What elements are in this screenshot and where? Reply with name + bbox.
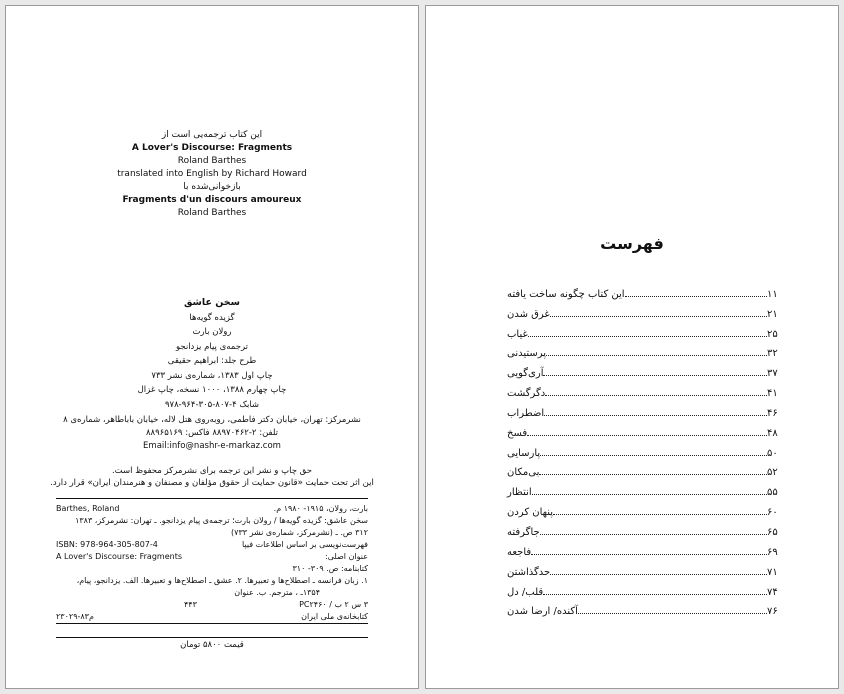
left-page <box>5 5 419 689</box>
reviewed-label: بازخوانی‌شده با <box>183 182 241 192</box>
toc-entry <box>504 399 786 419</box>
catalog-isbn-en: ISBN: 978-964-305-807-4 <box>56 540 158 549</box>
toc-entry-page: ۳۲ <box>767 348 778 360</box>
toc-entry-page: ۷۴ <box>767 586 778 598</box>
toc-dot-leader <box>543 594 767 595</box>
toc-entry-title: فسخ <box>507 427 528 439</box>
toc-dot-leader <box>528 336 767 337</box>
original-title-en: A Lover's Discourse: Fragments <box>131 143 293 153</box>
toc-entry-title: غرق شدن <box>507 308 550 320</box>
toc-entry-title: جاگرفته <box>507 526 540 538</box>
publisher-address <box>26 414 398 453</box>
price-label: قیمت ۵۸۰۰ تومان <box>180 640 244 650</box>
catalog-call-number: ۳ س ۲ ب / PC۲۴۶۰ <box>299 600 368 609</box>
toc-dot-leader <box>527 435 767 436</box>
original-work-info <box>6 129 418 220</box>
catalog-row <box>56 587 368 599</box>
toc-dot-leader <box>539 474 767 475</box>
toc-entry-page: ۷۱ <box>767 566 778 578</box>
toc-entry <box>504 340 786 360</box>
publication-info <box>6 296 418 412</box>
toc-entry-page: ۷۶ <box>767 606 778 618</box>
catalog-row <box>56 611 368 624</box>
toc-entry-page: ۵۵ <box>767 487 778 499</box>
catalog-subjects: ۱. زبان فرانسه ـ اصطلاح‌ها و تعبیرها. ۲. عشق ـ اصطلاح‌ها و تعبیرها. الف. یزدانجو، پیام، <box>76 576 368 585</box>
rights-line-1: حق چاپ و نشر این ترجمه برای نشرمرکز محفوظ است. <box>111 466 313 476</box>
book-title: سخن عاشق <box>183 297 240 308</box>
toc-entry <box>504 558 786 578</box>
toc-entry-page: ۶۹ <box>767 546 778 558</box>
toc-entry-page: ۴۱ <box>767 388 778 400</box>
catalog-bottom-rule <box>56 637 368 638</box>
catalog-original-title-label: عنوان اصلی: <box>325 552 368 561</box>
toc-entry-title: قلب/ دل <box>507 586 544 598</box>
toc-entry-title: آری‌گویی <box>507 368 544 380</box>
catalog-row <box>56 575 368 587</box>
catalog-row <box>56 503 368 515</box>
toc-entry <box>504 419 786 439</box>
toc-entry-page: ۴۸ <box>767 427 778 439</box>
original-author-en: Roland Barthes <box>177 156 247 166</box>
toc-entry-title: فاجعه <box>507 546 532 558</box>
address-line: نشرمرکز: تهران، خیابان دکتر فاطمی، روبه‌روی هتل لاله، خیابان باباطاهر، شماره‌ی ۸ <box>63 415 361 425</box>
toc-dot-leader <box>546 355 767 356</box>
toc-dot-leader <box>578 613 767 614</box>
toc-dot-leader <box>531 554 767 555</box>
toc-dot-leader <box>532 494 767 495</box>
first-edition: چاپ اول ۱۳۸۳، شماره‌ی نشر ۷۳۳ <box>151 370 273 381</box>
catalog-fipa-line: فهرست‌نویسی بر اساس اطلاعات فیپا <box>241 540 368 549</box>
toc-entry <box>504 518 786 538</box>
catalog-subjects-cont: ۱۳۵۴ـ ، مترجم. ب. عنوان <box>234 588 320 597</box>
catalog-pages-line: ۳۱۲ ص. ـ (نشرمرکز، شماره‌ی نشر ۷۳۳) <box>231 528 368 537</box>
toc-entry-page: ۳۷ <box>767 368 778 380</box>
catalog-row <box>56 563 368 575</box>
catalog-row <box>56 599 368 611</box>
toc-entry-title: بی‌مکان <box>507 467 540 479</box>
cover-designer: طرح جلد: ابراهیم حقیقی <box>167 356 257 366</box>
catalog-top-rule <box>56 498 368 499</box>
toc-entry-title: پنهان کردن <box>507 507 554 519</box>
phone-fax-line: تلفن: ۲-۸۸۹۷۰۴۶۲ فاکس: ۸۸۹۶۵۱۶۹ <box>145 428 279 438</box>
catalog-row <box>56 515 368 527</box>
original-intro: این کتاب ترجمه‌یی است از <box>161 130 263 140</box>
toc-dot-leader <box>540 534 767 535</box>
toc-entry-page: ۱۱ <box>767 288 778 300</box>
catalog-row <box>56 527 368 539</box>
toc-entry <box>504 439 786 459</box>
book-author: رولان بارت <box>192 327 232 337</box>
toc-entry <box>504 478 786 498</box>
toc-dot-leader <box>545 395 767 396</box>
toc-dot-leader <box>543 375 767 376</box>
toc-heading: فهرست <box>600 234 664 253</box>
right-page <box>425 5 839 689</box>
toc-entry <box>504 598 786 618</box>
fourth-edition: چاپ چهارم ۱۳۸۸، ۱۰۰۰ نسخه، چاپ غزال <box>137 385 287 395</box>
toc-dot-leader <box>544 415 767 416</box>
toc-entry-page: ۵۰ <box>767 447 778 459</box>
toc-entry <box>504 498 786 518</box>
catalog-library-number: ۲۳۰۲۹-۸۳م <box>56 612 94 621</box>
toc-entry-title: غیاب <box>507 328 528 340</box>
toc-entry-title: اضطراب <box>507 407 545 419</box>
catalog-record <box>56 503 368 624</box>
toc-dot-leader <box>550 574 767 575</box>
toc-entry-title: پارسایی <box>507 447 541 459</box>
toc-entry-page: ۴۶ <box>767 407 778 419</box>
toc-entry-page: ۲۵ <box>767 328 778 340</box>
toc-entry-title: حدگذاشتن <box>507 566 551 578</box>
catalog-row <box>56 551 368 563</box>
toc-entry <box>504 359 786 379</box>
original-translator-en: translated into English by Richard Howard <box>117 169 307 179</box>
catalog-title-line: سخن عاشق: گزیده گویه‌ها / رولان بارت؛ ترجمه‌ی پیام یزدانجو. ـ تهران: نشرمرکز، ۱۳۸۳ <box>75 516 368 525</box>
toc-dot-leader <box>553 514 767 515</box>
email-line: Email:info@nashr-e-markaz.com <box>143 441 281 451</box>
catalog-author-en: Barthes, Roland <box>56 504 120 513</box>
catalog-bibliography: کتابنامه: ص. ۳۰۹- ۳۱۰ <box>292 564 368 573</box>
toc-entry-page: ۵۲ <box>767 467 778 479</box>
book-subtitle: گزیده گویه‌ها <box>189 312 235 323</box>
toc-entry <box>504 578 786 598</box>
toc-entry <box>504 538 786 558</box>
toc-dot-leader <box>550 316 767 317</box>
toc-dot-leader <box>540 455 767 456</box>
toc-entry-page: ۲۱ <box>767 308 778 320</box>
isbn-fa: شابک ۴-۸۰۷-۳۰۵-۹۶۴-۹۷۸ <box>164 399 260 410</box>
rights-line-2: این اثر تحت حمایت «قانون حمایت از حقوق مؤلفان و مصنفان و هنرمندان ایران» قرار دارد. <box>50 478 374 488</box>
toc-entry-page: ۶۵ <box>767 526 778 538</box>
book-translator: ترجمه‌ی پیام یزدانجو <box>175 341 249 352</box>
toc-entry <box>504 459 786 479</box>
toc-entry-page: ۶۰ <box>767 507 778 519</box>
original-title-fr: Fragments d'un discours amoureux <box>122 195 302 205</box>
toc-entry <box>504 300 786 320</box>
catalog-row <box>56 539 368 551</box>
table-of-contents <box>504 280 786 617</box>
toc-entry <box>504 280 786 300</box>
toc-entry-title: آکنده/ ارضا شدن <box>507 606 578 618</box>
toc-entry <box>504 379 786 399</box>
toc-entry-title: پرستیدنی <box>507 348 547 360</box>
catalog-author-fa: بارت، رولان، ۱۹۱۵- ۱۹۸۰ م. <box>273 504 368 513</box>
rights-notice <box>26 465 398 489</box>
toc-dot-leader <box>625 296 767 297</box>
catalog-national-library: کتابخانه‌ی ملی ایران <box>301 612 368 621</box>
toc-entry-title: انتظار <box>507 487 532 499</box>
catalog-class-number: ۴۴۳ <box>184 600 197 609</box>
toc-entry-title: دگرگشت <box>507 388 546 400</box>
catalog-original-title-en: A Lover's Discourse: Fragments <box>56 552 182 561</box>
toc-entry-title: این کتاب چگونه ساخت یافته <box>507 288 625 300</box>
original-author-fr: Roland Barthes <box>177 208 247 218</box>
toc-entry <box>504 320 786 340</box>
